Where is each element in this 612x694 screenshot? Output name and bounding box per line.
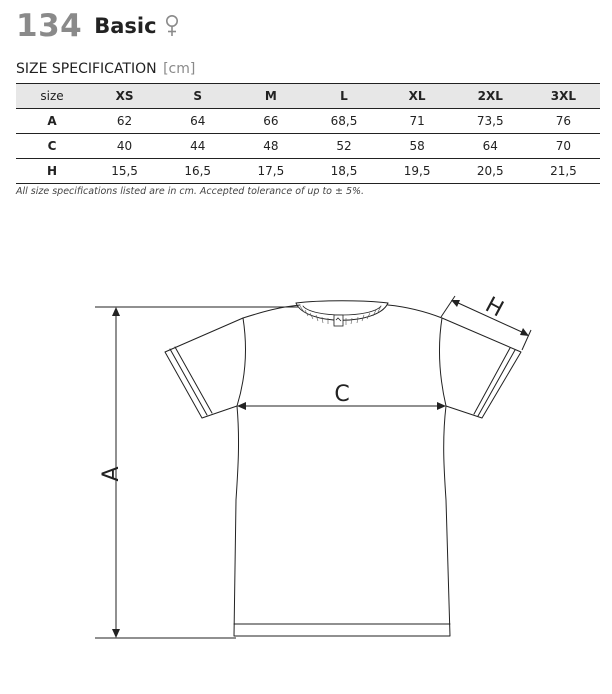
dimension-a-arrow-top xyxy=(112,307,120,316)
spec-unit: [cm] xyxy=(163,61,196,77)
table-cell: 73,5 xyxy=(476,114,504,128)
row-label: A xyxy=(47,114,57,128)
table-cell: 68,5 xyxy=(330,114,358,128)
column-header: 2XL xyxy=(477,89,503,103)
table-cell: 64 xyxy=(482,139,498,153)
model-number: 134 xyxy=(16,8,83,44)
sleeve-hem-left xyxy=(170,347,212,415)
table-cell: 19,5 xyxy=(403,164,431,178)
column-header: XS xyxy=(115,89,134,103)
table-cell: 18,5 xyxy=(330,164,358,178)
sleeve-seam-right xyxy=(439,318,446,406)
column-header: M xyxy=(264,89,277,103)
collar-rib-top xyxy=(296,301,388,303)
spec-title-text: SIZE SPECIFICATION xyxy=(16,61,157,77)
table-cell: 15,5 xyxy=(111,164,138,178)
sleeve-seam-left xyxy=(237,318,245,406)
row-label: H xyxy=(46,164,58,178)
column-header: XL xyxy=(408,89,426,103)
table-cell: 62 xyxy=(116,114,133,128)
dimension-h-arrow-bottom xyxy=(520,328,529,336)
dimension-c-label: C xyxy=(334,382,350,407)
neck-label xyxy=(334,315,343,326)
table-cell: 40 xyxy=(116,139,133,153)
row-label: C xyxy=(47,139,57,153)
table-cell: 21,5 xyxy=(550,164,577,178)
dimension-c-arrow-right xyxy=(437,402,446,410)
column-header: L xyxy=(340,89,348,103)
dimension-h-ext-top xyxy=(441,296,455,317)
column-header: S xyxy=(193,89,203,103)
model-name: Basic xyxy=(94,14,157,38)
dimension-a-label: A xyxy=(99,466,124,482)
tshirt-outline xyxy=(165,305,521,636)
column-header: size xyxy=(40,89,64,103)
table-cell: 76 xyxy=(555,114,572,128)
dimension-a-arrow-bottom xyxy=(112,629,120,638)
table-cell: 20,5 xyxy=(476,164,504,178)
collar-inner xyxy=(303,306,381,315)
table-cell: 71 xyxy=(409,114,425,128)
sleeve-hem-right xyxy=(474,348,515,416)
table-cell: 58 xyxy=(409,139,425,153)
table-cell: 44 xyxy=(190,139,206,153)
column-header: 3XL xyxy=(550,89,577,103)
table-cell: 17,5 xyxy=(257,164,285,178)
table-cell: 66 xyxy=(263,114,279,128)
table-cell: 70 xyxy=(555,139,572,153)
table-cell: 16,5 xyxy=(184,164,212,178)
table-cell: 64 xyxy=(190,114,206,128)
table-cell: 52 xyxy=(336,139,352,153)
dimension-h-label: H xyxy=(481,292,508,323)
tolerance-note: All size specifications listed are in cm. Accepted tolerance of up to ± 5%. xyxy=(16,186,365,197)
table-cell: 48 xyxy=(263,139,279,153)
